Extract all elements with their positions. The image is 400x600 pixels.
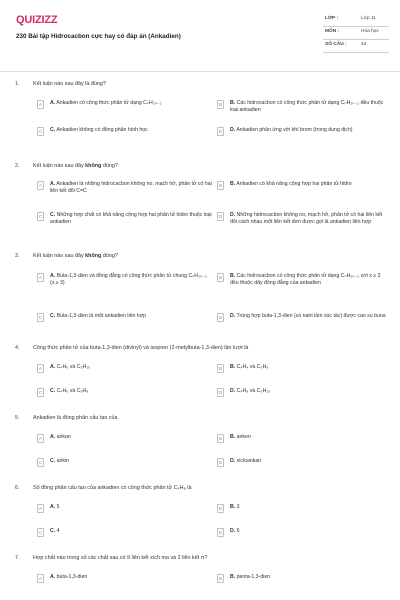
- option-letter-box[interactable]: C: [38, 214, 43, 219]
- option-text: [50, 504, 212, 511]
- option-letter-box[interactable]: A: [37, 574, 44, 583]
- option-letter-box[interactable]: C: [38, 530, 43, 535]
- question-text: [33, 485, 191, 492]
- option-label: B.: [230, 100, 236, 106]
- meta-info-table: [323, 14, 389, 53]
- answer-option-b[interactable]: [217, 574, 392, 590]
- answer-option-c[interactable]: [37, 313, 213, 329]
- answer-option-a[interactable]: [37, 434, 213, 450]
- option-label: A.: [50, 273, 56, 279]
- option-letter-box[interactable]: C: [38, 390, 43, 395]
- option-letter-box[interactable]: B: [217, 364, 224, 373]
- option-label: A.: [50, 504, 56, 510]
- option-letter-box[interactable]: A: [37, 100, 44, 109]
- option-letter-box[interactable]: A: [37, 434, 44, 443]
- option-label: D.: [230, 458, 236, 464]
- answer-option-c[interactable]: [37, 458, 213, 474]
- answer-option-d[interactable]: [217, 127, 392, 143]
- option-text: [230, 364, 390, 371]
- question-text-part: không: [85, 163, 102, 169]
- option-letter-box[interactable]: B: [217, 100, 224, 109]
- option-label: A.: [50, 434, 56, 440]
- option-label: C.: [50, 528, 56, 534]
- option-letter-box[interactable]: B: [217, 273, 224, 282]
- option-content: ankan: [56, 434, 71, 440]
- option-letter-box[interactable]: D: [218, 390, 223, 395]
- answer-option-d[interactable]: [217, 212, 392, 228]
- option-content: Ankadien phản ứng với khí brom (trong dung dịch): [236, 127, 353, 133]
- option-label: D.: [230, 127, 236, 133]
- option-label: A.: [50, 364, 56, 370]
- option-content: ankin: [56, 458, 70, 464]
- option-label: C.: [50, 388, 56, 394]
- option-label: A.: [50, 100, 56, 106]
- option-content: xicloankan: [236, 458, 262, 464]
- answer-option-a[interactable]: [37, 574, 213, 590]
- answer-option-d[interactable]: [217, 528, 392, 544]
- option-label: D.: [230, 388, 236, 394]
- option-letter-box[interactable]: A: [37, 181, 44, 190]
- option-text: [50, 434, 212, 441]
- meta-key: MÔN :: [325, 29, 340, 34]
- question-number: 7.: [15, 555, 20, 561]
- option-letter-box[interactable]: A: [37, 364, 44, 373]
- option-text: [230, 388, 390, 395]
- option-content: Các hidrocacbon có công thức phân tử dạng CₙH₂ₙ₋₂ đều thuộc loại ankadien: [230, 100, 384, 113]
- option-label: C.: [50, 212, 56, 218]
- option-content: anken: [236, 434, 251, 440]
- option-text: [50, 181, 212, 195]
- worksheet-header: [0, 0, 400, 70]
- meta-value: Lớp 11: [361, 16, 376, 21]
- question-number: 3.: [15, 253, 20, 259]
- option-content: Buta-1,3-dien và đồng đẳng có công thức phân tử chung CₙH₂ₙ₋₂ (x ≥ 3): [50, 273, 207, 286]
- option-text: [50, 100, 212, 107]
- question-text: [33, 81, 106, 88]
- option-letter-box[interactable]: C: [38, 129, 43, 134]
- answer-option-d[interactable]: [217, 458, 392, 474]
- answer-option-b[interactable]: [217, 273, 392, 289]
- question-text-part: Kết luận nào sau đây: [33, 163, 86, 169]
- answer-option-b[interactable]: [217, 181, 392, 197]
- option-text: [50, 528, 212, 535]
- option-text: [50, 364, 212, 371]
- option-text: [230, 181, 390, 188]
- option-content: buta-1,3-dien: [56, 574, 88, 580]
- option-letter-box[interactable]: B: [217, 504, 224, 513]
- answer-option-c[interactable]: [37, 528, 213, 544]
- answer-option-b[interactable]: [217, 434, 392, 450]
- option-content: Ankadien có công thức phân tử dạng CₙH₂ₙ₋₂: [56, 100, 162, 106]
- question-text: [33, 555, 207, 562]
- question-text: [33, 345, 248, 352]
- option-letter-box[interactable]: C: [38, 315, 43, 320]
- option-text: [230, 273, 390, 287]
- option-content: C₄H₈ và C₅H₁₀: [236, 388, 271, 394]
- option-label: B.: [230, 574, 236, 580]
- answer-option-b[interactable]: [217, 364, 392, 380]
- option-text: [50, 127, 212, 134]
- option-letter-box[interactable]: C: [38, 460, 43, 465]
- answer-option-a[interactable]: [37, 364, 213, 380]
- answer-option-c[interactable]: [37, 127, 213, 143]
- option-text: [50, 313, 212, 320]
- option-text: [50, 388, 212, 395]
- question-text: [33, 253, 118, 260]
- option-letter-box[interactable]: D: [218, 530, 223, 535]
- option-content: Các hidrocacbon có công thức phân tử dạng CₙH₂ₙ₋₂ với x ≥ 3 đều thuộc dãy đồng đẳng của ankadien: [230, 273, 381, 286]
- option-label: A.: [50, 181, 56, 187]
- option-text: [50, 458, 212, 465]
- document-title: 230 Bài tập Hidrocacbon cực hay có đáp án (Ankadien): [16, 33, 181, 40]
- option-text: [50, 574, 212, 581]
- option-content: 5: [56, 504, 60, 510]
- question-text-part: Công thức phân tử của buta-1,3-dien (divinyl) và isopren (2-metylbuta-1,3-dien) lần lượt là: [33, 345, 249, 351]
- answer-option-b[interactable]: [217, 504, 392, 520]
- option-content: C₄H₆ và C₅H₁₀: [56, 364, 91, 370]
- option-content: Trùng hợp buta-1,3-dien (có natri làm xúc tác) được cao su buna: [236, 313, 386, 319]
- meta-key: SỐ CÂU :: [325, 42, 347, 47]
- answer-option-d[interactable]: [217, 388, 392, 404]
- option-content: Ankadien không có đồng phân hình học: [56, 127, 148, 133]
- question-text-part: Kết luận nào sau đây: [33, 253, 86, 259]
- answer-option-a[interactable]: [37, 504, 213, 520]
- question-number: 6.: [15, 485, 20, 491]
- answer-option-c[interactable]: [37, 212, 213, 228]
- option-label: B.: [230, 504, 236, 510]
- option-text: [230, 574, 390, 581]
- question-number: 5.: [15, 415, 20, 421]
- option-content: 3: [236, 504, 240, 510]
- option-label: C.: [50, 127, 56, 133]
- option-label: D.: [230, 212, 236, 218]
- meta-row-grade: [323, 14, 389, 27]
- header-divider: [0, 71, 400, 72]
- option-text: [230, 212, 390, 226]
- question-text-part: Ankadien là đồng phân cấu tạo của: [33, 415, 118, 421]
- option-letter-box[interactable]: B: [217, 574, 224, 583]
- option-text: [230, 528, 390, 535]
- meta-key: LỚP :: [325, 16, 339, 21]
- option-text: [230, 434, 390, 441]
- answer-option-c[interactable]: [37, 388, 213, 404]
- option-text: [230, 313, 390, 320]
- question-text: [33, 163, 118, 170]
- option-content: Những hidrocacbon không no, mạch hở, phân tử có hai liên kết đôi cách nhau một liên kết đơn được gọi là ankadien liên hợp: [230, 212, 383, 225]
- option-text: [230, 504, 390, 511]
- question-text-part: Kết luận nào sau đây là đúng?: [33, 81, 106, 87]
- meta-row-question-count: [323, 40, 389, 53]
- option-content: penta-1,3-dien: [236, 574, 271, 580]
- question-text: [33, 415, 118, 422]
- option-text: [230, 458, 390, 465]
- option-label: C.: [50, 313, 56, 319]
- meta-row-subject: [323, 27, 389, 40]
- option-letter-box[interactable]: A: [37, 504, 44, 513]
- meta-value: 44: [361, 42, 367, 47]
- quizizz-logo: QUIZIZZ: [16, 14, 58, 26]
- option-content: Ankadien là những hidrocacbon không no, mạch hở, phân tử có hai liên kết đôi C=C: [50, 181, 212, 194]
- question-text-part: Hợp chất nào trong số các chất sau có 9 liên kết xích ma và 2 liên kết π?: [33, 555, 208, 561]
- question-text-part: đúng?: [101, 253, 118, 259]
- option-content: Buta-1,3-dien là một ankadien liên hợp: [56, 313, 146, 319]
- question-text-part: Số đồng phân cấu tạo của ankadien có công thức phân tử C₅H₈ là: [33, 485, 192, 491]
- option-label: D.: [230, 528, 236, 534]
- option-text: [50, 273, 212, 287]
- option-letter-box[interactable]: D: [218, 460, 223, 465]
- option-content: 4: [56, 528, 60, 534]
- question-number: 1.: [15, 81, 20, 87]
- option-letter-box[interactable]: A: [37, 273, 44, 282]
- option-label: B.: [230, 273, 236, 279]
- question-number: 2.: [15, 163, 20, 169]
- answer-option-b[interactable]: [217, 100, 392, 116]
- option-letter-box[interactable]: D: [218, 315, 223, 320]
- question-text-part: không: [85, 253, 102, 259]
- answer-option-a[interactable]: [37, 273, 213, 289]
- question-text-part: đúng?: [101, 163, 118, 169]
- option-letter-box[interactable]: B: [217, 181, 224, 190]
- option-content: C₄H₄ và C₅H₈: [236, 364, 269, 370]
- option-label: D.: [230, 313, 236, 319]
- option-letter-box[interactable]: D: [218, 214, 223, 219]
- answer-option-a[interactable]: [37, 181, 213, 197]
- option-text: [50, 212, 212, 226]
- option-label: A.: [50, 574, 56, 580]
- option-content: Những hợp chất có khả năng cộng hợp hai phân tử hidro thuộc loại ankadien: [50, 212, 212, 225]
- meta-value: Hóa học: [361, 29, 379, 34]
- option-letter-box[interactable]: B: [217, 434, 224, 443]
- option-label: C.: [50, 458, 56, 464]
- option-label: B.: [230, 181, 236, 187]
- option-label: B.: [230, 364, 236, 370]
- option-text: [230, 100, 390, 114]
- answer-option-d[interactable]: [217, 313, 392, 329]
- option-text: [230, 127, 390, 134]
- option-letter-box[interactable]: D: [218, 129, 223, 134]
- option-content: C₄H₆ và C₅H₈: [56, 388, 89, 394]
- answer-option-a[interactable]: [37, 100, 213, 116]
- question-number: 4.: [15, 345, 20, 351]
- option-label: B.: [230, 434, 236, 440]
- option-content: Ankadien có khả năng cộng hợp hai phân tử hidro: [236, 181, 352, 187]
- option-content: 6: [236, 528, 240, 534]
